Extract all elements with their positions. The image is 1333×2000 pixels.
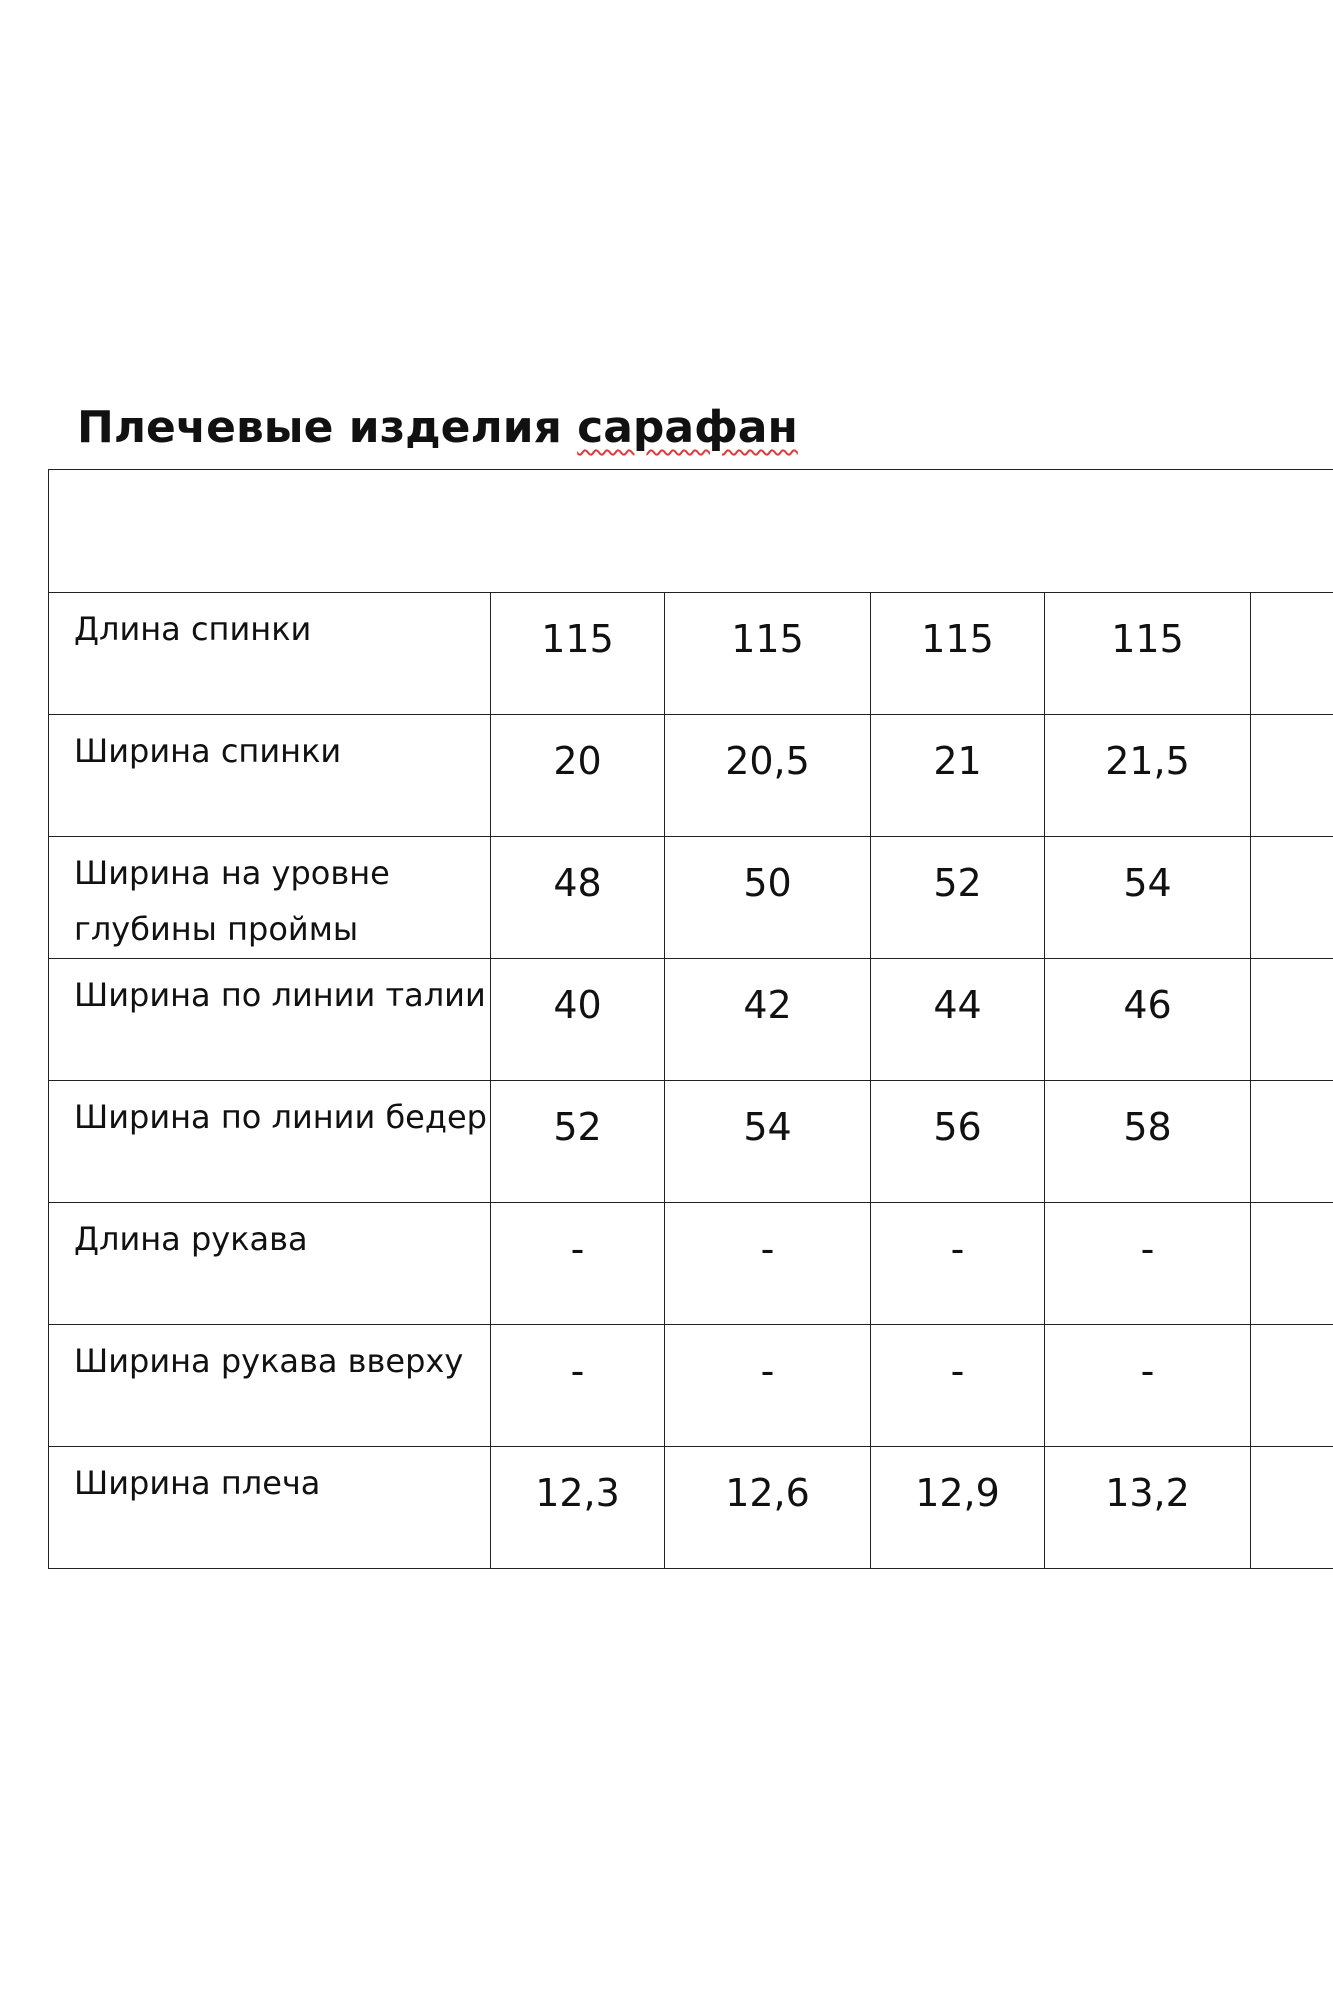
value-cell: - — [871, 1325, 1045, 1447]
page-title — [77, 398, 798, 458]
value-cell: - — [491, 1325, 665, 1447]
value-cell: - — [871, 1203, 1045, 1325]
table-row — [49, 1203, 1333, 1325]
value-cell — [1251, 1081, 1333, 1203]
title-prefix: Плечевые изделия — [77, 402, 578, 453]
value-cell: 12,6 — [665, 1447, 871, 1569]
table-row — [49, 1081, 1333, 1203]
value-cell: 20,5 — [665, 715, 871, 837]
value-cell: - — [665, 1203, 871, 1325]
value-cell: 42 — [665, 959, 871, 1081]
row-label: Ширина рукава вверху — [49, 1325, 491, 1447]
size-table — [48, 469, 1333, 1569]
value-cell: 50 — [665, 837, 871, 959]
value-cell — [1251, 593, 1333, 715]
table-row — [49, 593, 1333, 715]
value-cell: 115 — [1045, 593, 1251, 715]
title-underlined-word: сарафан — [577, 402, 798, 453]
value-cell: 52 — [491, 1081, 665, 1203]
value-cell: 52 — [871, 837, 1045, 959]
row-label: Ширина на уровне глубины проймы — [49, 837, 491, 959]
row-label: Ширина по линии бедер — [49, 1081, 491, 1203]
value-cell: 13,2 — [1045, 1447, 1251, 1569]
value-cell — [1251, 1325, 1333, 1447]
value-cell: - — [665, 1325, 871, 1447]
row-label: Ширина плеча — [49, 1447, 491, 1569]
value-cell: 12,9 — [871, 1447, 1045, 1569]
value-cell: 54 — [1045, 837, 1251, 959]
value-cell: - — [1045, 1203, 1251, 1325]
value-cell: 21 — [871, 715, 1045, 837]
header-cell — [49, 470, 1333, 593]
value-cell — [1251, 1203, 1333, 1325]
table-header-row — [49, 470, 1333, 593]
table-row — [49, 1325, 1333, 1447]
value-cell: 46 — [1045, 959, 1251, 1081]
value-cell: 12,3 — [491, 1447, 665, 1569]
value-cell: - — [1045, 1325, 1251, 1447]
value-cell — [1251, 715, 1333, 837]
value-cell: 40 — [491, 959, 665, 1081]
row-label: Длина рукава — [49, 1203, 491, 1325]
table-row — [49, 959, 1333, 1081]
value-cell: 54 — [665, 1081, 871, 1203]
value-cell — [1251, 1447, 1333, 1569]
value-cell: - — [491, 1203, 665, 1325]
value-cell — [1251, 959, 1333, 1081]
table-row — [49, 715, 1333, 837]
value-cell: 115 — [871, 593, 1045, 715]
row-label: Ширина по линии талии — [49, 959, 491, 1081]
row-label: Ширина спинки — [49, 715, 491, 837]
table-row — [49, 837, 1333, 959]
value-cell: 58 — [1045, 1081, 1251, 1203]
value-cell: 21,5 — [1045, 715, 1251, 837]
value-cell: 48 — [491, 837, 665, 959]
value-cell: 20 — [491, 715, 665, 837]
table-row — [49, 1447, 1333, 1569]
value-cell: 56 — [871, 1081, 1045, 1203]
value-cell: 115 — [665, 593, 871, 715]
row-label: Длина спинки — [49, 593, 491, 715]
value-cell: 115 — [491, 593, 665, 715]
value-cell — [1251, 837, 1333, 959]
value-cell: 44 — [871, 959, 1045, 1081]
